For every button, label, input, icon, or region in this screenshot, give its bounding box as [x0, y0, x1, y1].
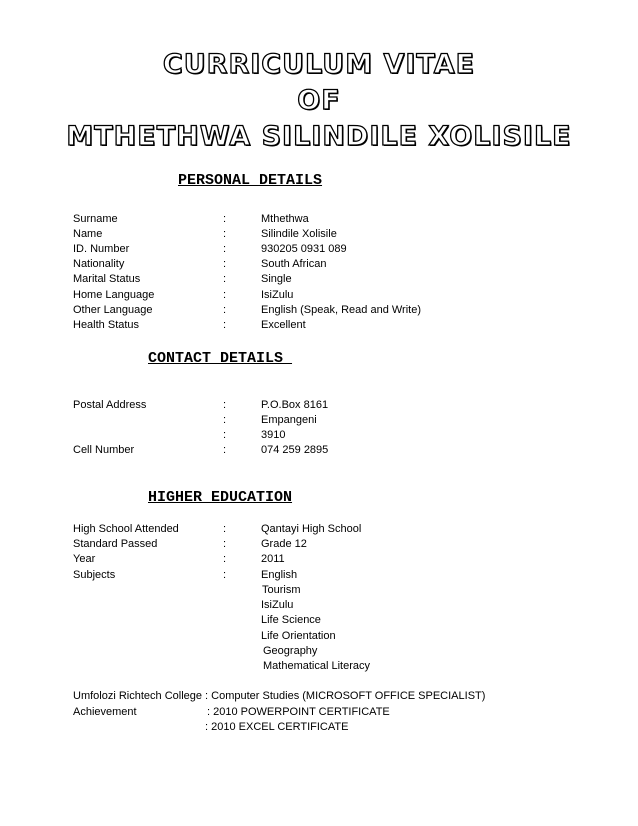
row-label: Nationality [73, 258, 125, 270]
row-colon: : [223, 289, 227, 301]
personal-row-marital-status [0, 272, 638, 287]
row-value: 930205 0931 089 [261, 243, 347, 255]
row-label: Year [73, 553, 96, 565]
row-value: 3910 [261, 429, 286, 441]
row-label: ID. Number [73, 243, 130, 255]
college-line: Umfolozi Richtech College : Computer Studies (MICROSOFT OFFICE SPECIALIST) [73, 690, 486, 702]
education-row-high-school [0, 522, 638, 537]
row-label: Subjects [73, 569, 116, 581]
row-colon: : [223, 569, 227, 581]
cv-title-of: OF [297, 85, 341, 116]
row-value: 2011 [261, 553, 285, 565]
subject-item: Life Science [261, 614, 321, 626]
row-colon: : [223, 273, 227, 285]
row-value: South African [261, 258, 327, 270]
row-colon: : [223, 399, 227, 411]
higher-education-heading: HIGHER EDUCATION [148, 489, 293, 506]
row-colon: : [223, 304, 227, 316]
contact-row-address-line-3 [0, 428, 638, 443]
personal-row-nationality [0, 257, 638, 272]
row-label: Home Language [73, 289, 155, 301]
cv-name: MTHETHWA SILINDILE XOLISILE [66, 121, 572, 152]
row-label: Cell Number [73, 444, 135, 456]
personal-row-health-status [0, 318, 638, 333]
contact-row-address-line-2 [0, 413, 638, 428]
achievement-excel: : 2010 EXCEL CERTIFICATE [205, 721, 349, 733]
row-value: P.O.Box 8161 [261, 399, 329, 411]
row-value: 074 259 2895 [261, 444, 329, 456]
row-value: Mthethwa [261, 213, 309, 225]
personal-row-home-language [0, 288, 638, 303]
row-label: Surname [73, 213, 118, 225]
row-label: Name [73, 228, 103, 240]
row-colon: : [223, 538, 227, 550]
row-label: Health Status [73, 319, 140, 331]
row-label: High School Attended [73, 523, 179, 535]
personal-row-surname [0, 212, 638, 227]
subject-item: Life Orientation [261, 630, 336, 642]
row-value: English [261, 569, 298, 581]
education-row-standard-passed [0, 537, 638, 552]
row-value: Silindile Xolisile [261, 228, 337, 240]
row-colon: : [223, 228, 227, 240]
row-value: Qantayi High School [261, 523, 362, 535]
row-colon: : [223, 319, 227, 331]
contact-row-cell-number [0, 443, 638, 458]
personal-row-id-number [0, 242, 638, 257]
row-value: English (Speak, Read and Write) [261, 304, 421, 316]
achievement-label: Achievement [73, 706, 137, 718]
personal-row-name [0, 227, 638, 242]
row-colon: : [223, 414, 227, 426]
row-value: IsiZulu [261, 289, 294, 301]
education-row-year [0, 552, 638, 567]
subject-item: Tourism [262, 584, 301, 596]
personal-row-other-language [0, 303, 638, 318]
contact-details-heading: CONTACT DETAILS [148, 350, 293, 367]
education-row-subjects [0, 568, 638, 583]
row-colon: : [223, 444, 227, 456]
row-label: Standard Passed [73, 538, 158, 550]
row-colon: : [223, 429, 227, 441]
achievement-powerpoint: : 2010 POWERPOINT CERTIFICATE [207, 706, 390, 718]
subject-item: Geography [263, 645, 318, 657]
row-label: Marital Status [73, 273, 141, 285]
row-colon: : [223, 523, 227, 535]
contact-row-postal-address [0, 398, 638, 413]
personal-details-heading: PERSONAL DETAILS [178, 172, 323, 189]
row-colon: : [223, 553, 227, 565]
subject-item: IsiZulu [261, 599, 294, 611]
row-colon: : [223, 258, 227, 270]
subject-item: Mathematical Literacy [263, 660, 370, 672]
row-label: Postal Address [73, 399, 147, 411]
row-value: Excellent [261, 319, 306, 331]
row-colon: : [223, 243, 227, 255]
row-value: Single [261, 273, 292, 285]
cv-title: CURRICULUM VITAE [162, 49, 476, 80]
row-colon: : [223, 213, 227, 225]
row-value: Grade 12 [261, 538, 307, 550]
row-label: Other Language [73, 304, 153, 316]
row-value: Empangeni [261, 414, 317, 426]
